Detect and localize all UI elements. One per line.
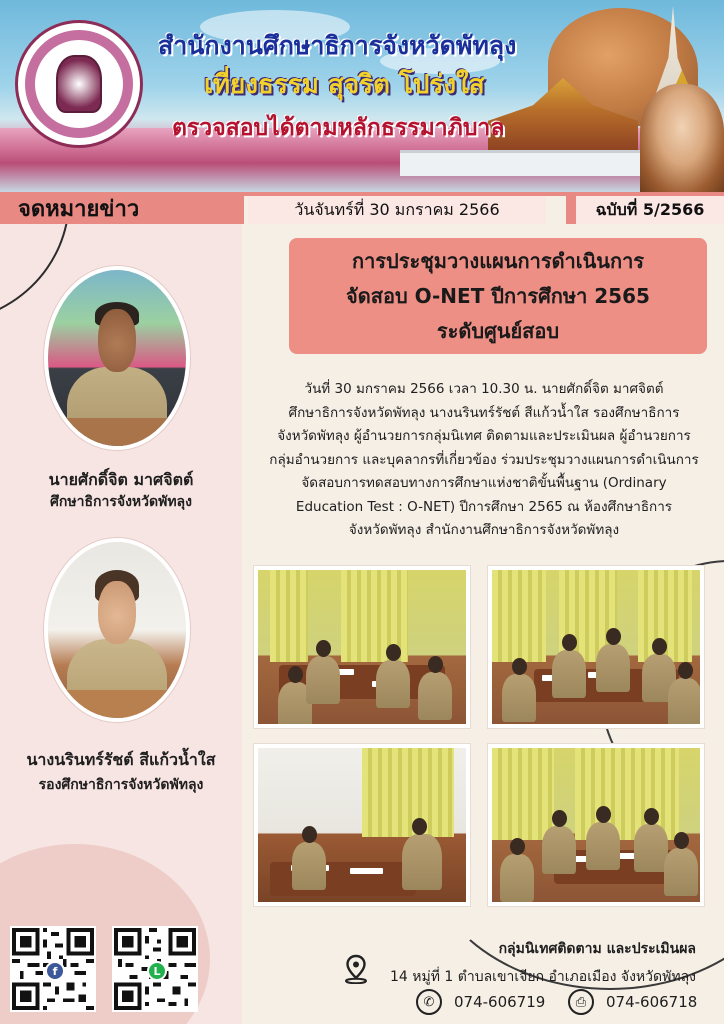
building-illustration bbox=[400, 150, 640, 176]
deputy-director-name: นางนรินทร์รัชต์ สีแก้วน้ำใส bbox=[26, 750, 216, 769]
article-line: วันที่ 30 มกราคม 2566 เวลา 10.30 น. นายศักดิ์จิต มาศจิตต์ bbox=[304, 381, 664, 397]
deputy-director-role: รองศึกษาธิการจังหวัดพัทลุง bbox=[38, 777, 204, 793]
qr-code-facebook[interactable] bbox=[10, 926, 96, 1012]
meeting-photo-4 bbox=[488, 744, 704, 906]
info-bar bbox=[0, 192, 724, 224]
portrait-deputy-director bbox=[44, 538, 190, 722]
header-banner bbox=[0, 0, 724, 192]
slogan: เที่ยงธรรม สุจริต โปร่งใส bbox=[204, 70, 485, 100]
meeting-photo-2 bbox=[488, 566, 704, 728]
article-line: Education Test : O-NET) ปีการศึกษา 2565 ณ ห้องศึกษาธิการ bbox=[295, 498, 673, 515]
headline-line: จัดสอบ O-NET ปีการศึกษา 2565 bbox=[346, 284, 650, 308]
director-name: นายศักดิ์จิต มาศจิตต์ bbox=[48, 470, 194, 489]
director-role: ศึกษาธิการจังหวัดพัทลุง bbox=[50, 494, 192, 510]
meeting-photo-3 bbox=[254, 744, 470, 906]
qr-code-line[interactable] bbox=[112, 926, 198, 1012]
phone-number: 074-606719 bbox=[454, 993, 546, 1011]
headline-line: การประชุมวางแผนการดำเนินการ bbox=[351, 249, 645, 273]
article-line: จังหวัดพัทลุง สำนักงานศึกษาธิการจังหวัดพัทลุง bbox=[348, 522, 620, 538]
thai-lady-illustration bbox=[640, 84, 724, 192]
agency-emblem-logo bbox=[15, 20, 143, 148]
publish-date: วันจันทร์ที่ 30 มกราคม 2566 bbox=[248, 196, 546, 224]
motto: ตรวจสอบได้ตามหลักธรรมาภิบาล bbox=[172, 115, 505, 141]
fax-icon: ⎙ bbox=[568, 989, 594, 1015]
headline-box bbox=[289, 238, 707, 354]
article-line: กลุ่มอำนวยการ และบุคลากรที่เกี่ยวข้อง ร่วมประชุมวางแผนการดำเนินการ bbox=[269, 451, 699, 468]
line-icon: L bbox=[147, 961, 167, 981]
department-name: กลุ่มนิเทศติดตาม และประเมินผล bbox=[498, 941, 696, 957]
article-line: จัดสอบการทดสอบทางการศึกษาแห่งชาติขั้นพื้นฐาน (Ordinary bbox=[301, 475, 667, 491]
article-body bbox=[252, 378, 716, 543]
issue-number: ฉบับที่ 5/2566 bbox=[566, 196, 724, 224]
address: 14 หมู่ที่ 1 ตำบลเขาเจียก อำเภอเมือง จังหวัดพัทลุง bbox=[389, 969, 696, 985]
article-line: ศึกษาธิการจังหวัดพัทลุง นางนรินทร์รัชต์ สีแก้วน้ำใส รองศึกษาธิการ bbox=[288, 404, 680, 421]
article-line: จังหวัดพัทลุง ผู้อำนวยการกลุ่มนิเทศ ติดตามและประเมินผล ผู้อำนวยการ bbox=[277, 428, 691, 444]
portrait-director bbox=[44, 266, 190, 450]
location-pin-icon bbox=[342, 954, 370, 984]
meeting-photo-1 bbox=[254, 566, 470, 728]
phone-icon: ✆ bbox=[416, 989, 442, 1015]
fax-number: 074-606718 bbox=[606, 993, 698, 1011]
facebook-icon: f bbox=[45, 961, 65, 981]
agency-title: สำนักงานศึกษาธิการจังหวัดพัทลุง bbox=[158, 31, 517, 60]
newsletter-label: จดหมายข่าว bbox=[0, 196, 244, 224]
headline-line: ระดับศูนย์สอบ bbox=[436, 319, 560, 343]
